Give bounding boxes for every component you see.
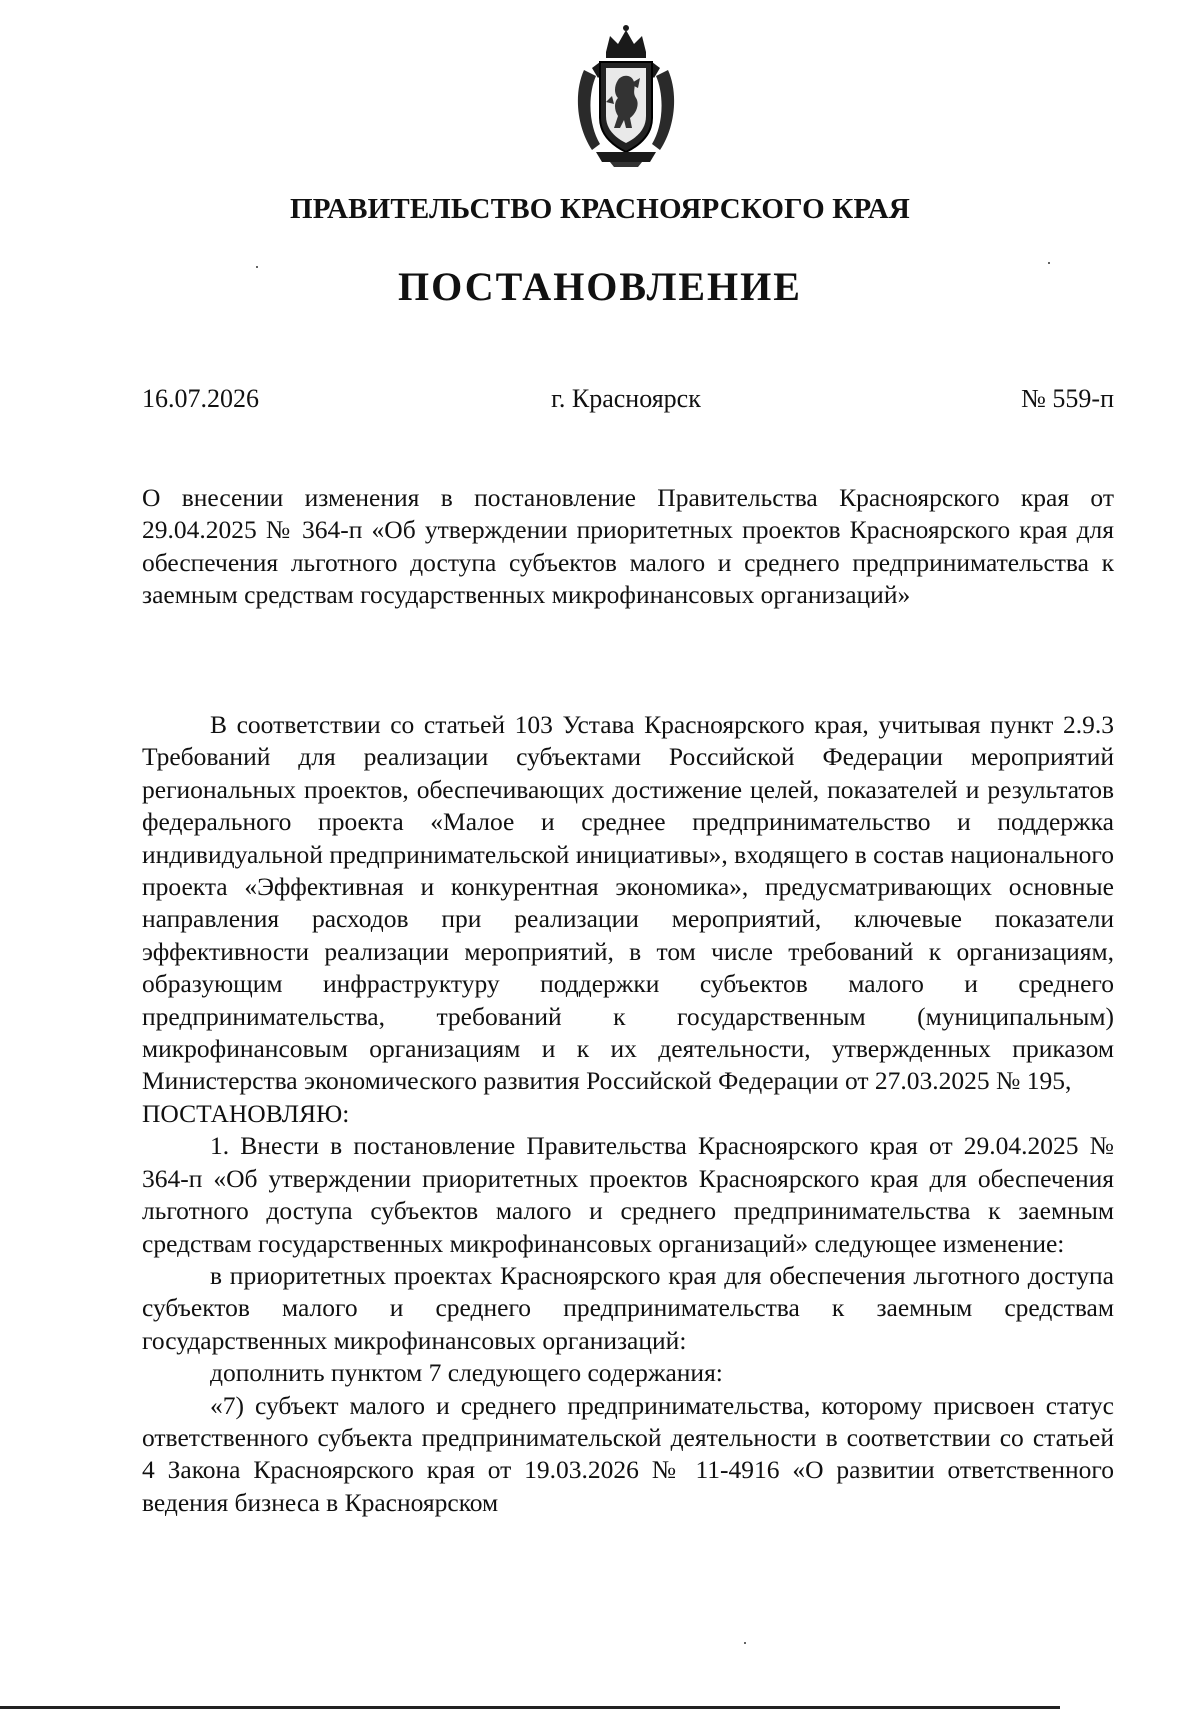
scan-speck	[1048, 262, 1050, 264]
decree-number: № 559-п	[1021, 384, 1114, 413]
government-name: ПРАВИТЕЛЬСТВО КРАСНОЯРСКОГО КРАЯ	[289, 193, 911, 225]
scan-bottom-edge	[0, 1706, 1060, 1709]
scan-speck	[256, 266, 258, 268]
document-type-title: ПОСТАНОВЛЕНИЕ	[398, 264, 802, 309]
krasnoyarsk-coat-of-arms-icon	[570, 22, 682, 168]
decree-city: г. Красноярск	[551, 384, 701, 413]
body-paragraph-preamble: В соответствии со статьей 103 Устава Красноярского края, учитывая пункт 2.9.3 Требований для реализации субъектами Российской Федерации мероприятий региональных проектов, обеспечивающих достижение целей, показателей и результатов федерального проекта «Малое и среднее предпринимательство и поддержка индивидуальной предпринимательской инициативы», входящего в состав национального проекта «Эффективная и конкурентная экономика», предусматривающих основные направления расходов при реализации мероприятий, ключевые показатели эффективности реализации мероприятий, в том числе требований к организациям, образующим инфраструктуру поддержки субъектов малого и среднего предпринимательства, требований к государственным (муниципальным) микрофинансовым организациям и к их деятельности, утвержденных приказом Министерства экономического развития Российской Федерации от 27.03.2025 № 195,	[142, 710, 1114, 1096]
body-paragraph-supplement: дополнить пунктом 7 следующего содержания:	[210, 1358, 723, 1388]
decree-date: 16.07.2026	[142, 384, 259, 413]
body-paragraph-point-7: «7) субъект малого и среднего предпринимательства, которому присвоен статус ответственного субъекта предпринимательской деятельности в соответствии со статьей 4 Закона Красноярского края от 19.03.2026 № 11-4916 «О развитии ответственного ведения бизнеса в Красноярском	[142, 1390, 1114, 1517]
subject-text: О внесении изменения в постановление Правительства Красноярского края от 29.04.2025 № 364-п «Об утверждении приоритетных проектов Красноярского края для обеспечения льготного доступа субъектов малого и среднего предпринимательства к заемным средствам государственных микрофинансовых организаций»	[142, 483, 1114, 610]
resolve-word: ПОСТАНОВЛЯЮ:	[142, 1098, 350, 1128]
decree-subject	[142, 482, 1114, 612]
scan-speck	[744, 1642, 746, 1644]
body-paragraph-item-1: 1. Внести в постановление Правительства Красноярского края от 29.04.2025 № 364-п «Об утверждении приоритетных проектов Красноярского края для обеспечения льготного доступа субъектов малого и среднего предпринимательства к заемным средствам государственных микрофинансовых организаций» следующее изменение:	[142, 1131, 1114, 1258]
body-paragraph-amendment: в приоритетных проектах Красноярского края для обеспечения льготного доступа субъектов малого и среднего предпринимательства к заемным средствам государственных микрофинансовых организаций:	[142, 1260, 1114, 1355]
decree-body	[142, 709, 1114, 1519]
